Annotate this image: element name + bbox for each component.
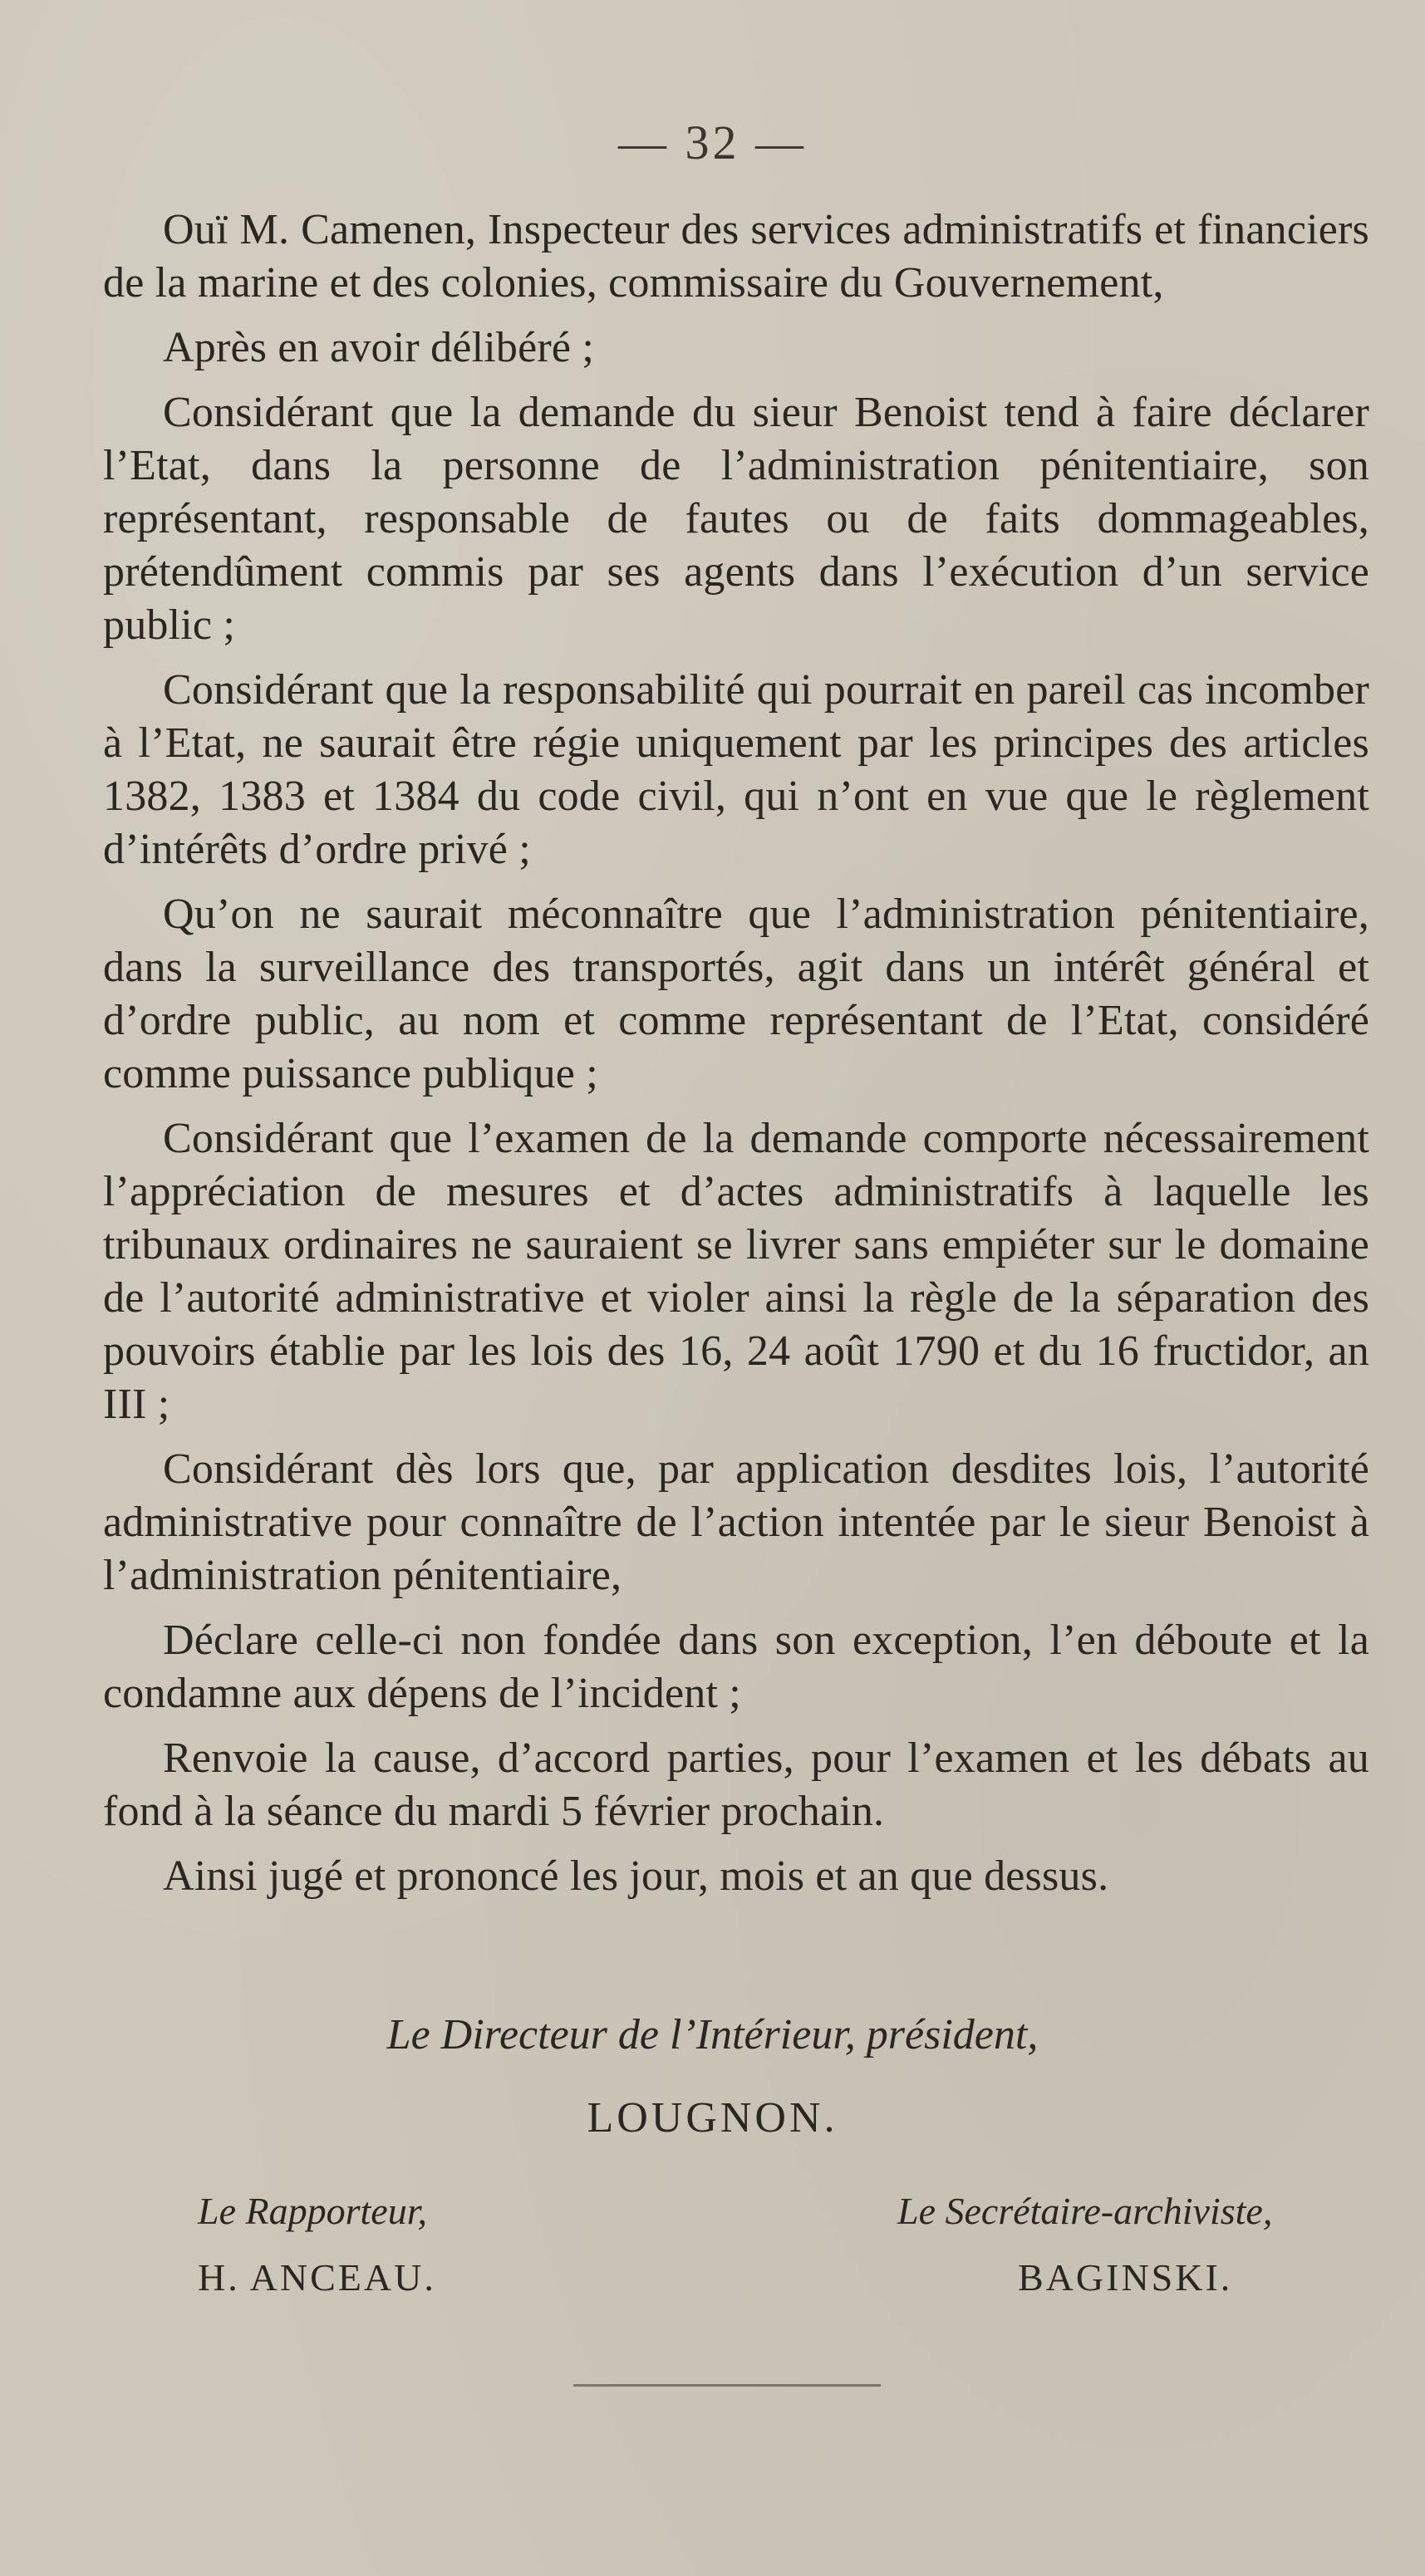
- paragraph-quon: Qu’on ne saurait méconnaître que l’administration pénitentiaire, dans la surveillance des transportés, agit dans un intérêt général et d’ordre public, au nom et comme représentant de l’Etat, considéré comme puissance publique ;: [103, 891, 1369, 1097]
- paragraph-considerant-2: Considérant que la responsabilité qui pourrait en pareil cas incomber à l’Etat, ne saurait être régie uniquement par les principes des articles 1382, 1383 et 1384 du code civil, qui n’ont en vue que le règlement d’intérêts d’ordre privé ;: [103, 666, 1369, 873]
- body-text: [103, 204, 1369, 1915]
- paragraph-considerant-3: Considérant que l’examen de la demande comporte nécessairement l’appréciation de mesures et d’actes administratifs à laquelle les tribunaux ordinaires ne sauraient se livrer sans empiéter sur le domaine de l’autorité administrative et violer ainsi la règle de la séparation des pouvoirs établie par les lois des 16, 24 août 1790 et du 16 fructidor, an III ;: [103, 1115, 1369, 1428]
- paragraph-considerant-4: Considérant dès lors que, par application desdites lois, l’autorité administrative pour connaître de l’action intentée par le sieur Benoist à l’administration pénitentiaire,: [103, 1445, 1369, 1599]
- president-name: LOUGNON.: [587, 2094, 838, 2142]
- rapporteur-title: Le Rapporteur,: [198, 2190, 427, 2232]
- closing-rule: [573, 2384, 881, 2387]
- paragraph-ainsi-juge: Ainsi jugé et prononcé les jour, mois et an que dessus.: [163, 1852, 1109, 1900]
- paragraph-renvoie: Renvoie la cause, d’accord parties, pour l’examen et les débats au fond à la séance du mardi 5 février prochain.: [103, 1735, 1369, 1835]
- secretaire-title: Le Secrétaire-archiviste,: [897, 2190, 1273, 2232]
- rapporteur-name: H. ANCEAU.: [198, 2256, 436, 2299]
- paragraph-oui: Ouï M. Camenen, Inspecteur des services administratifs et financiers de la marine et des colonies, commissaire du Gouvernement,: [103, 206, 1369, 307]
- page-number: — 32 —: [618, 115, 807, 169]
- paragraph-declare: Déclare celle-ci non fondée dans son exception, l’en déboute et la condamne aux dépens de l’incident ;: [103, 1617, 1369, 1717]
- president-title: Le Directeur de l’Intérieur, président,: [386, 2011, 1039, 2058]
- secretaire-name: BAGINSKI.: [1018, 2256, 1233, 2299]
- paragraph-considerant-1: Considérant que la demande du sieur Benoist tend à faire déclarer l’Etat, dans la personne de l’administration pénitentiaire, son représentant, responsable de fautes ou de faits dommageables, prétendûment commis par ses agents dans l’exécution d’un service public ;: [103, 389, 1369, 649]
- paragraph-deliberation: Après en avoir délibéré ;: [163, 324, 595, 371]
